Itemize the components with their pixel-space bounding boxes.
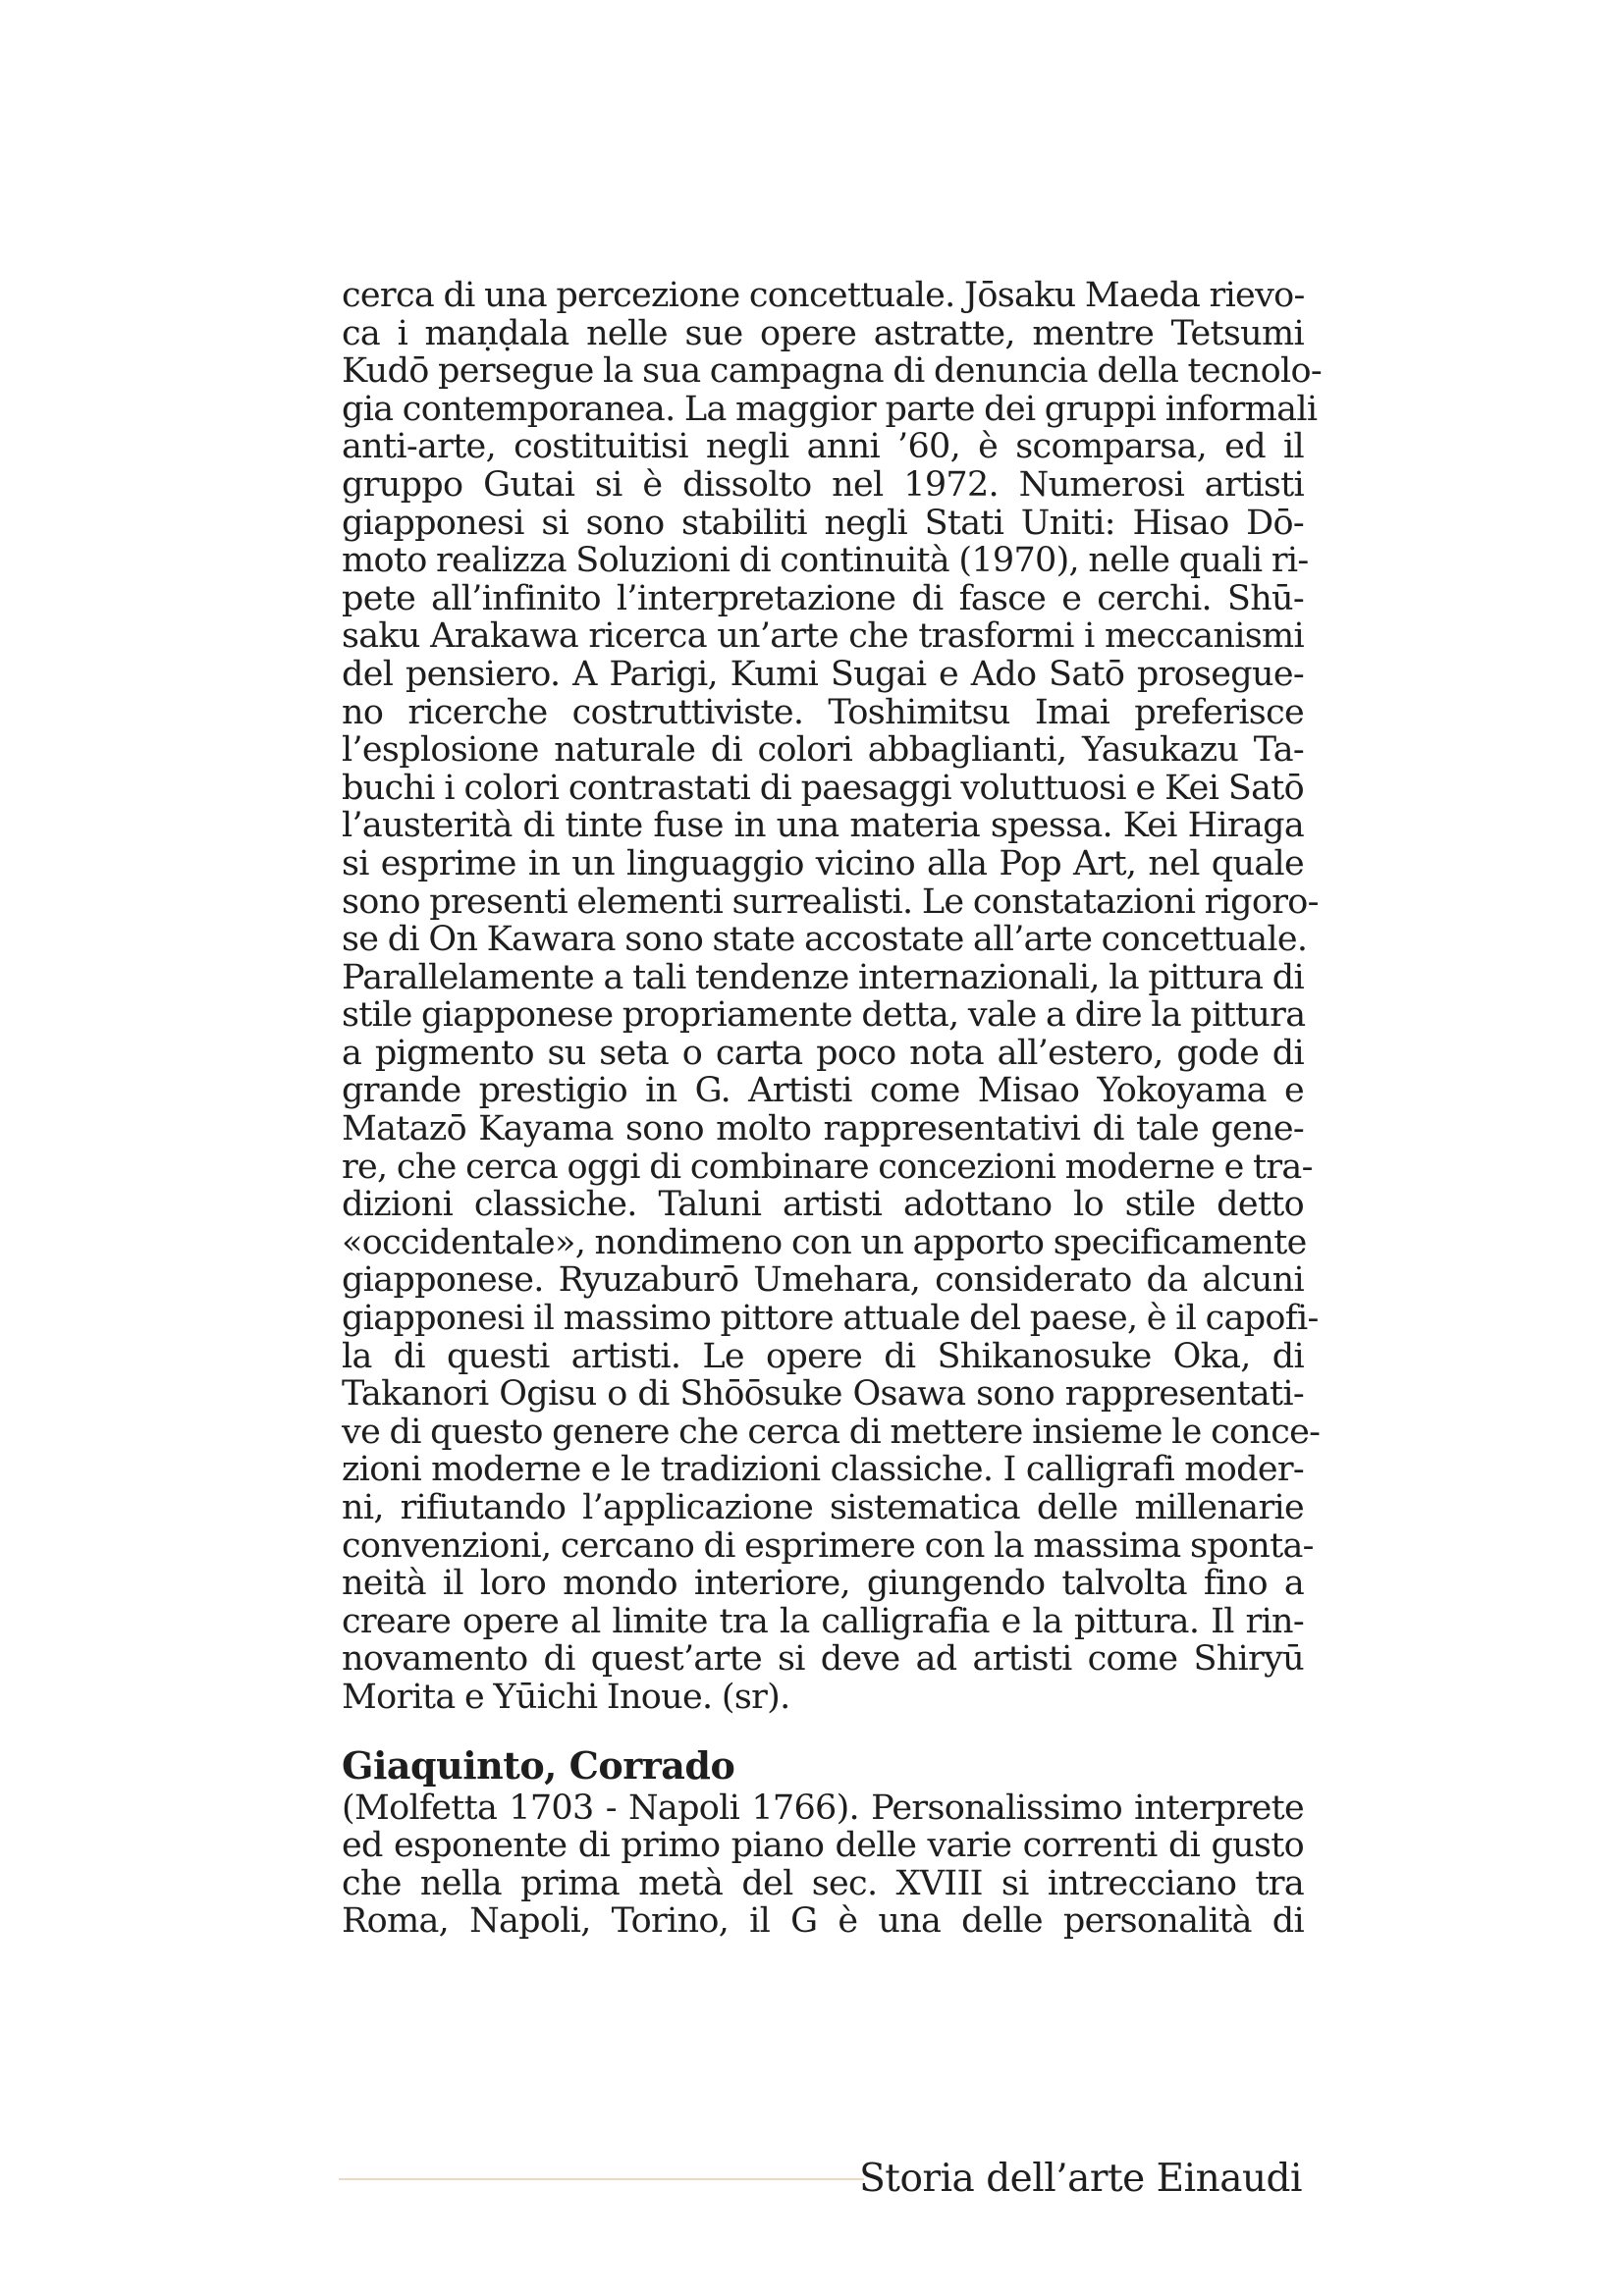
- text-line: ed esponente di primo piano delle varie correnti di gusto: [342, 1826, 1304, 1866]
- text-line: Roma, Napoli, Torino, il G è una delle personalità di: [342, 1901, 1304, 1942]
- text-line: Morita e Yūichi Inoue. (sr).: [342, 1677, 790, 1717]
- text-line: che nella prima metà del sec. XVIII si intrecciano tra: [342, 1863, 1304, 1903]
- text-line: pete all’infinito l’interpretazione di fasce e cerchi. Shū-: [342, 578, 1304, 618]
- text-line: Kudō persegue la sua campagna di denuncia della tecnolo-: [342, 351, 1323, 392]
- text-line: novamento di quest’arte si deve ad artisti come Shiryū: [342, 1639, 1304, 1680]
- text-line: l’esplosione naturale di colori abbaglianti, Yasukazu Ta-: [342, 730, 1304, 771]
- text-line: no ricerche costruttiviste. Toshimitsu Imai preferisce: [342, 692, 1304, 732]
- footer-title: Storia dell’arte Einaudi: [859, 2157, 1302, 2201]
- text-line: del pensiero. A Parigi, Kumi Sugai e Ado Satō prosegue-: [342, 654, 1304, 694]
- text-line: re, che cerca oggi di combinare concezioni moderne e tra-: [342, 1147, 1313, 1187]
- entry-heading: Giaquinto, Corrado: [342, 1742, 735, 1788]
- text-line: gruppo Gutai si è dissolto nel 1972. Numerosi artisti: [342, 464, 1304, 505]
- text-line: Matazō Kayama sono molto rappresentativi di tale gene-: [342, 1109, 1304, 1149]
- text-line: anti-arte, costituitisi negli anni ’60, è scomparsa, ed il: [342, 427, 1304, 467]
- text-line: moto realizza Soluzioni di continuità (1970), nelle quali ri-: [342, 541, 1309, 581]
- text-line: creare opere al limite tra la calligrafia e la pittura. Il rin-: [342, 1601, 1304, 1641]
- text-line: neità il loro mondo interiore, giungendo talvolta fino a: [342, 1564, 1304, 1604]
- text-line: saku Arakawa ricerca un’arte che trasformi i meccanismi: [342, 616, 1304, 657]
- text-line: convenzioni, cercano di esprimere con la massima sponta-: [342, 1525, 1314, 1566]
- text-line: ni, rifiutando l’applicazione sistematica delle millenarie: [342, 1488, 1304, 1527]
- footer-divider: [339, 2178, 864, 2180]
- text-line: giapponese. Ryuzaburō Umehara, considerato da alcuni: [342, 1260, 1304, 1301]
- text-line: ve di questo genere che cerca di mettere insieme le conce-: [342, 1412, 1321, 1452]
- text-line: dizioni classiche. Taluni artisti adottano lo stile detto: [342, 1185, 1304, 1225]
- text-line: gia contemporanea. La maggior parte dei gruppi informali: [342, 389, 1318, 429]
- paragraph-giaquinto: [342, 1789, 1304, 1941]
- text-line: se di On Kawara sono state accostate all’arte concettuale.: [342, 920, 1308, 960]
- text-line: Takanori Ogisu o di Shōōsuke Osawa sono rappresentati-: [342, 1374, 1304, 1415]
- text-line: «occidentale», nondimeno con un apporto specificamente: [342, 1222, 1307, 1262]
- text-line: ca i maṇḍala nelle sue opere astratte, mentre Tetsumi: [342, 313, 1304, 353]
- text-line: Parallelamente a tali tendenze internazionali, la pittura di: [342, 957, 1304, 997]
- text-line: sono presenti elementi surrealisti. Le constatazioni rigoro-: [342, 881, 1319, 922]
- text-line: cerca di una percezione concettuale. Jōsaku Maeda rievo-: [342, 276, 1305, 315]
- text-line: buchi i colori contrastati di paesaggi voluttuosi e Kei Satō: [342, 768, 1304, 808]
- paragraph-japanese-art: [342, 276, 1323, 1717]
- text-line: la di questi artisti. Le opere di Shikanosuke Oka, di: [342, 1336, 1304, 1376]
- text-line: stile giapponese propriamente detta, vale a dire la pittura: [342, 995, 1306, 1036]
- text-line: giapponesi il massimo pittore attuale del paese, è il capofi-: [342, 1299, 1319, 1339]
- text-line: (Molfetta 1703 - Napoli 1766). Personalissimo interprete: [342, 1788, 1304, 1828]
- text-line: giapponesi si sono stabiliti negli Stati Uniti: Hisao Dō-: [342, 503, 1304, 543]
- text-line: l’austerità di tinte fuse in una materia spessa. Kei Hiraga: [342, 806, 1304, 846]
- paragraph-spacer: [342, 1717, 1304, 1742]
- text-line: si esprime in un linguaggio vicino alla Pop Art, nel quale: [342, 843, 1304, 883]
- article-body: [342, 276, 1323, 1942]
- text-line: zioni moderne e le tradizioni classiche. I calligrafi moder-: [342, 1450, 1304, 1490]
- text-line: grande prestigio in G. Artisti come Misao Yokoyama e: [342, 1071, 1304, 1111]
- text-line: a pigmento su seta o carta poco nota all’estero, gode di: [342, 1033, 1304, 1073]
